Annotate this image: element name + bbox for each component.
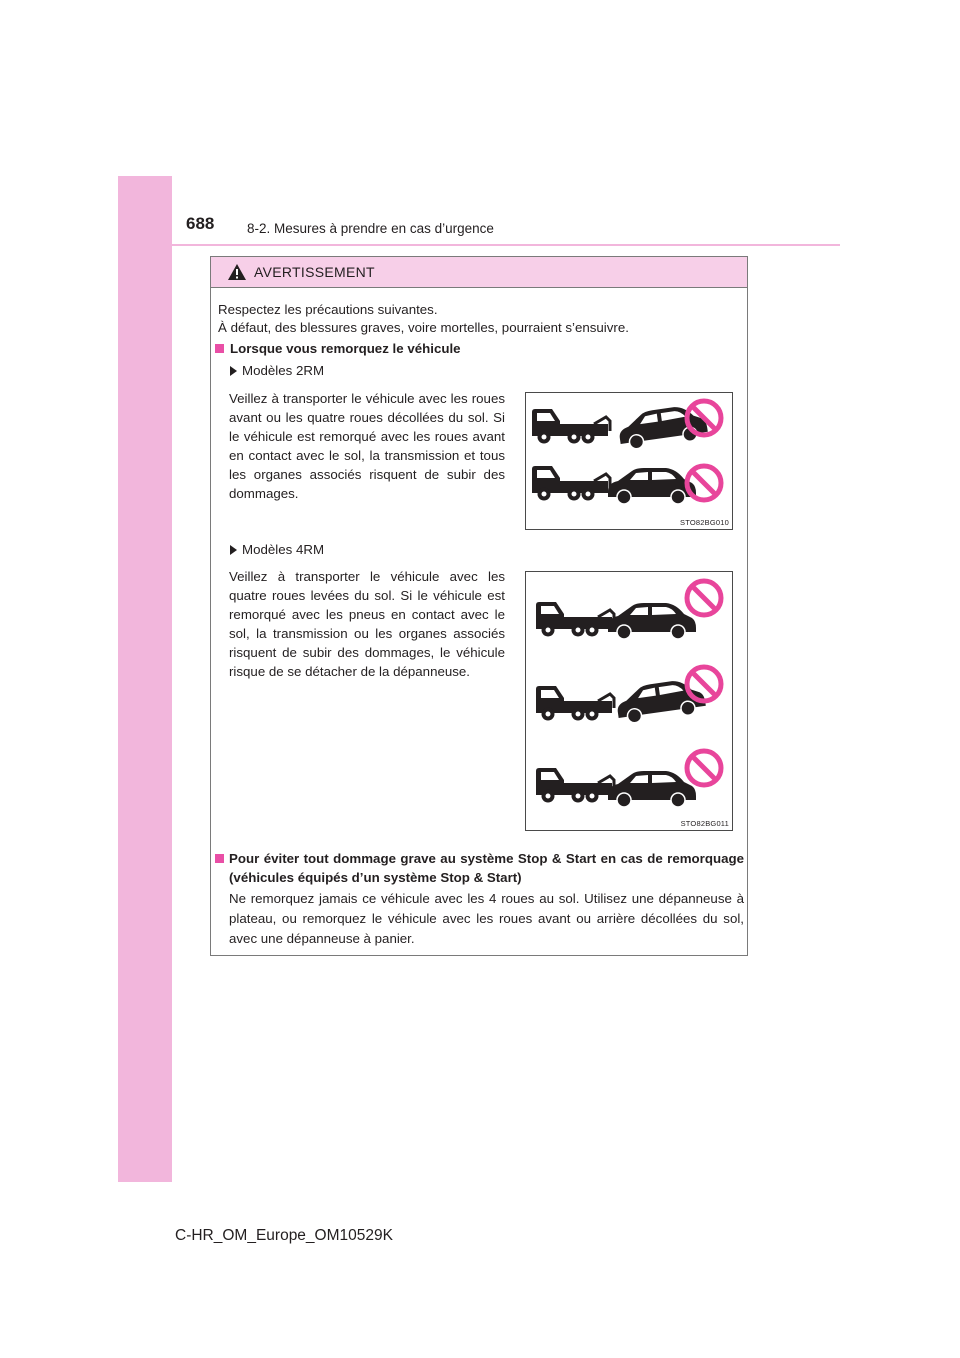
towed-car xyxy=(608,771,696,807)
figure-code: STO82BG011 xyxy=(680,819,729,828)
warning-header xyxy=(211,257,747,288)
figure-2wd-towing xyxy=(525,392,733,530)
sub1-label: Modèles 2RM xyxy=(242,363,325,378)
document-id: C-HR_OM_Europe_OM10529K xyxy=(175,1227,393,1244)
tow-truck-icon xyxy=(536,602,614,637)
prohibition-icon xyxy=(687,751,721,785)
item2-text: Ne remorquez jamais ce véhicule avec les 4 roues au sol. Utilisez une dépanneuse à plateau, ou remorquez le véhicule avec les roues avant ou arrière décollées du sol, avec une dépanneuse à panier. xyxy=(229,891,744,946)
item2-heading: Pour éviter tout dommage grave au système Stop & Start en cas de remorquage (véhicules équipés d’un système Stop & Start) xyxy=(229,851,744,885)
tow-truck-icon xyxy=(536,686,614,721)
tow-truck-icon xyxy=(536,768,614,803)
bullet-square xyxy=(215,854,224,863)
item1-heading: Lorsque vous remorquez le véhicule xyxy=(230,341,461,356)
tow-truck-icon xyxy=(532,409,610,444)
towed-car xyxy=(615,677,707,725)
intro-line-2: À défaut, des blessures graves, voire mortelles, pourraient s’ensuivre. xyxy=(218,320,629,335)
warning-triangle-icon xyxy=(227,263,247,281)
sub1-text: Veillez à transporter le véhicule avec les roues avant ou les quatre roues décollées du sol. Si le véhicule est remorqué avec les roues avant en contact avec le sol, la transmission et tous les organes associés risquent de subir des dommages. xyxy=(229,391,505,501)
sub-arrow-icon xyxy=(230,366,237,376)
sub2-text: Veillez à transporter le véhicule avec les quatre roues levées du sol. Si le véhicule est remorqué avec les pneus en contact avec le sol, la transmission ou les organes associés risquent de subir des dommages, le véhicule risque de se détacher de la dépanneuse. xyxy=(229,569,505,679)
header-rule xyxy=(172,244,840,246)
figure-4wd-towing xyxy=(525,571,733,831)
intro-line-1: Respectez les précautions suivantes. xyxy=(218,302,438,317)
prohibition-icon xyxy=(687,667,721,701)
towed-car xyxy=(608,603,696,639)
bullet-square xyxy=(215,344,224,353)
tow-truck-icon xyxy=(532,466,610,501)
warning-title: AVERTISSEMENT xyxy=(254,264,375,280)
prohibition-icon xyxy=(687,581,721,615)
sub2-label: Modèles 4RM xyxy=(242,542,325,557)
page-number: 688 xyxy=(186,214,215,233)
section-title: 8-2. Mesures à prendre en cas d’urgence xyxy=(247,221,494,236)
figure-code: STO82BG010 xyxy=(680,518,729,527)
chapter-side-band xyxy=(118,176,172,1182)
prohibition-icon xyxy=(687,466,721,500)
towed-car xyxy=(608,468,696,504)
sub-arrow-icon xyxy=(230,545,237,555)
